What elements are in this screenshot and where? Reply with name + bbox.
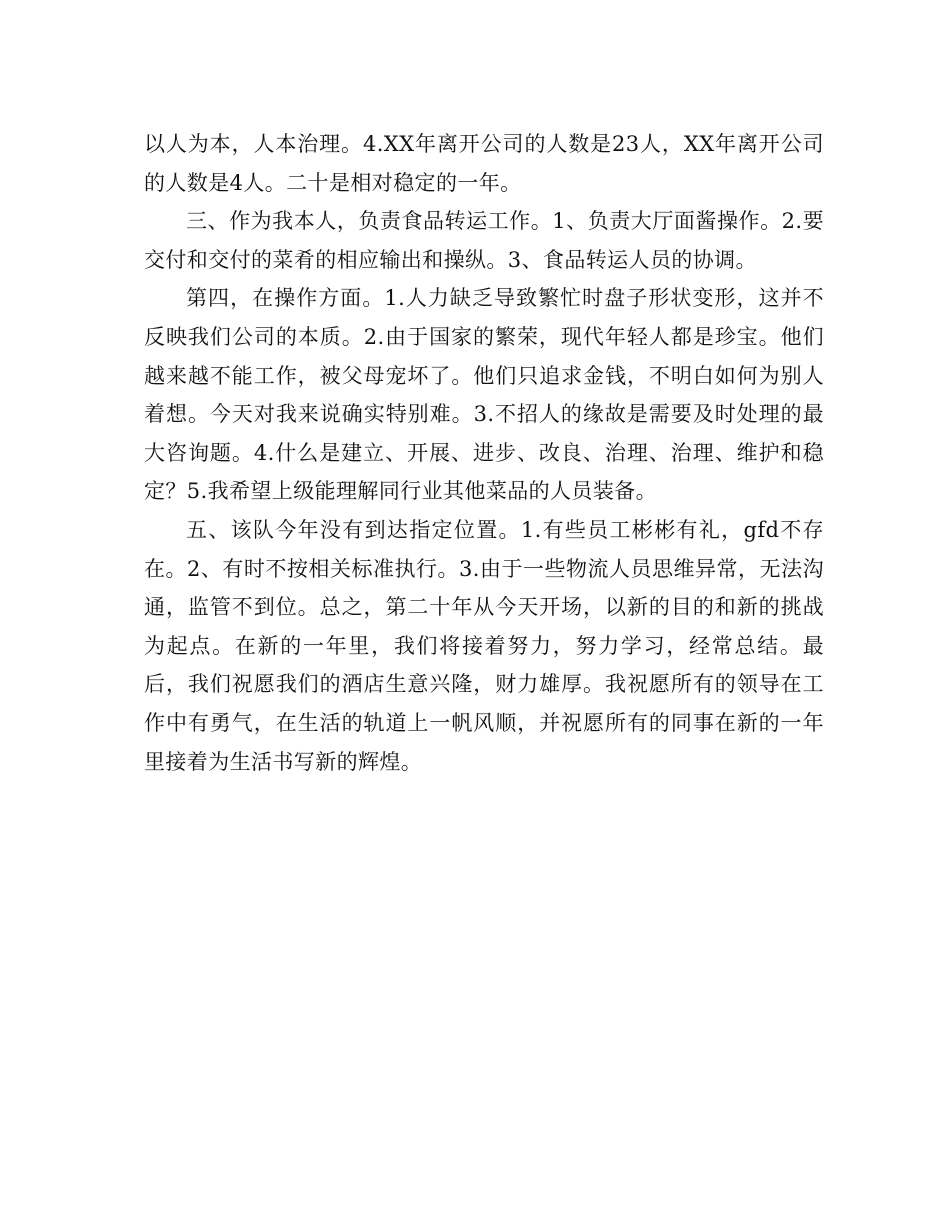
paragraph-4: 五、该队今年没有到达指定位置。1.有些员工彬彬有礼，gfd不存在。2、有时不按相关标准执行。3.由于一些物流人员思维异常，无法沟通，监管不到位。总之，第二十年从今天开场，以新的目的和新的挑战为起点。在新的一年里，我们将接着努力，努力学习，经常总结。最后，我们祝愿我们的酒店生意兴隆，财力雄厚。我祝愿所有的领导在工作中有勇气，在生活的轨道上一帆风顺，并祝愿所有的同事在新的一年里接着为生活书写新的辉煌。 [144, 517, 824, 774]
paragraph-1: 以人为本，人本治理。4.XX年离开公司的人数是23人，XX年离开公司的人数是4人。二十是相对稳定的一年。 [144, 132, 824, 195]
paragraph-3: 第四，在操作方面。1.人力缺乏导致繁忙时盘子形状变形，这并不反映我们公司的本质。2.由于国家的繁荣，现代年轻人都是珍宝。他们越来越不能工作，被父母宠坏了。他们只追求金钱，不明白如何为别人着想。今天对我来说确实特别难。3.不招人的缘故是需要及时处理的最大咨询题。4.什么是建立、开展、进步、改良、治理、治理、维护和稳定？5.我希望上级能理解同行业其他菜品的人员装备。 [144, 286, 824, 504]
paragraph-2: 三、作为我本人，负责食品转运工作。1、负责大厅面酱操作。2.要交付和交付的菜肴的相应输出和操纵。3、食品转运人员的协调。 [144, 209, 824, 272]
document-body [144, 125, 824, 781]
